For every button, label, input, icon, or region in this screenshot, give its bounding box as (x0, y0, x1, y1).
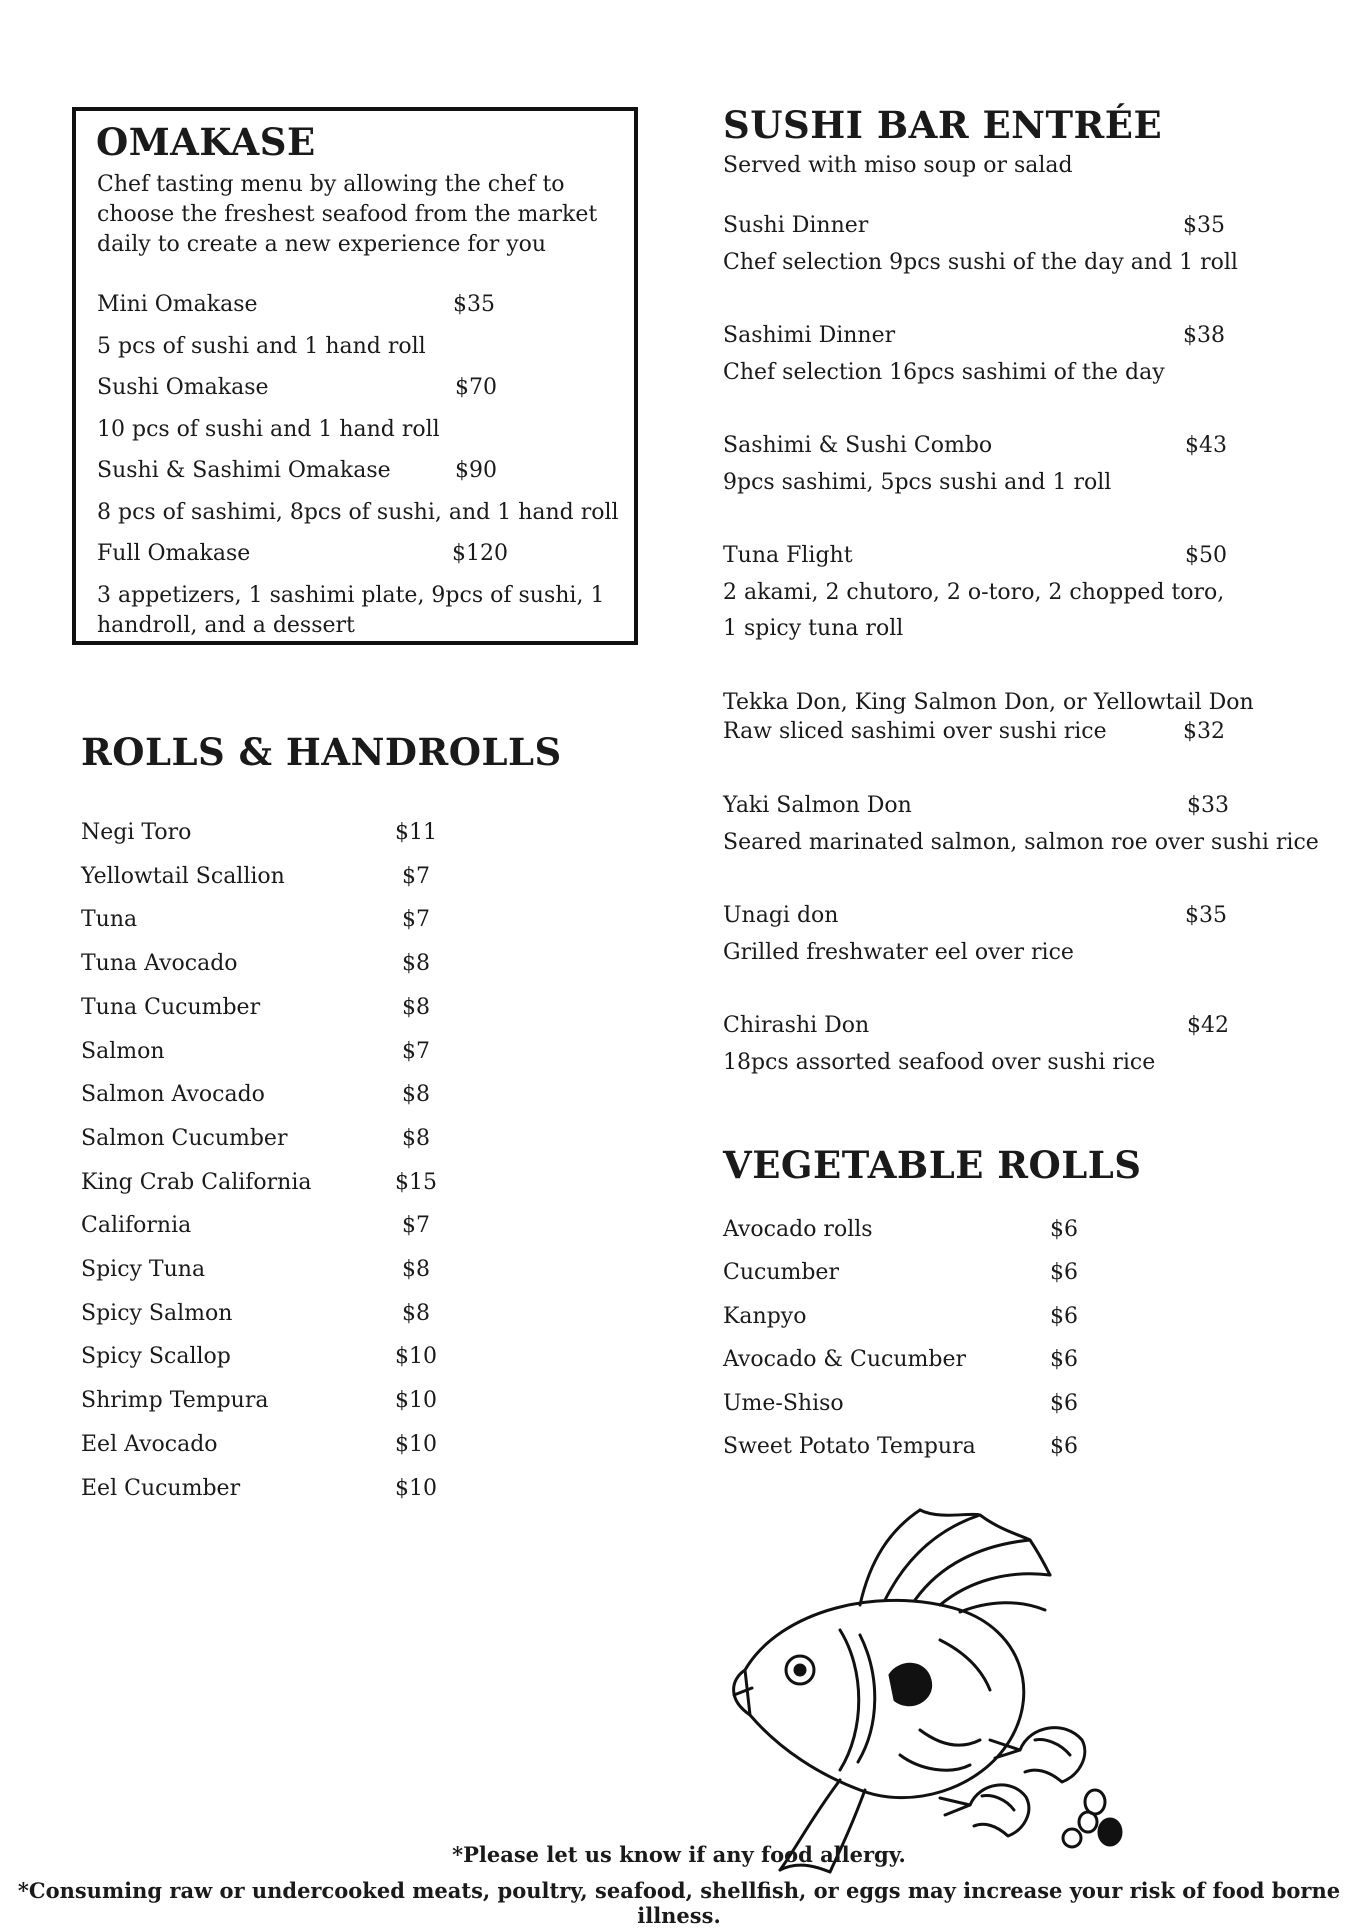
vegetable-item-name: Kanpyo (723, 1304, 807, 1329)
entree-item-name: Sashimi Dinner (723, 323, 896, 348)
roll-item-name: Eel Avocado (81, 1432, 218, 1457)
vegetable-item-name: Avocado & Cucumber (723, 1347, 966, 1372)
entree-item-desc: Raw sliced sashimi over sushi rice (723, 719, 1107, 744)
entree-item-name: Unagi don (723, 903, 839, 928)
roll-item-price: $8 (402, 951, 430, 976)
omakase-item-price: $70 (455, 375, 497, 400)
entree-item-name: Chirashi Don (723, 1013, 870, 1038)
omakase-item-price: $90 (455, 458, 497, 483)
roll-item-name: Eel Cucumber (81, 1476, 241, 1501)
omakase-item-name: Mini Omakase (97, 292, 258, 317)
entree-item-price: $33 (1187, 793, 1229, 818)
omakase-item-name: Sushi & Sashimi Omakase (97, 458, 391, 483)
entree-item-desc: Seared marinated salmon, salmon roe over sushi rice (723, 830, 1319, 855)
vegetable-item-name: Sweet Potato Tempura (723, 1434, 976, 1459)
vegetable-item-name: Avocado rolls (723, 1217, 873, 1242)
vegetable-item-price: $6 (1050, 1260, 1078, 1285)
roll-item-price: $8 (402, 1082, 430, 1107)
vegetable-item-price: $6 (1050, 1304, 1078, 1329)
entree-title: SUSHI BAR ENTRÉE (723, 103, 1163, 147)
roll-item-name: Salmon Cucumber (81, 1126, 288, 1151)
roll-item-price: $8 (402, 1301, 430, 1326)
roll-item-name: Tuna Cucumber (81, 995, 261, 1020)
entree-item-desc: 2 akami, 2 chutoro, 2 o-toro, 2 chopped toro, (723, 580, 1225, 605)
omakase-item-desc: 10 pcs of sushi and 1 hand roll (97, 417, 440, 442)
roll-item-name: Spicy Tuna (81, 1257, 206, 1282)
entree-item-desc: Chef selection 9pcs sushi of the day and 1 roll (723, 250, 1238, 275)
omakase-item-price: $120 (452, 541, 508, 566)
entree-item-name: Tekka Don, King Salmon Don, or Yellowtail Don (723, 690, 1254, 715)
roll-item-name: Spicy Salmon (81, 1301, 233, 1326)
roll-item-price: $10 (395, 1476, 437, 1501)
omakase-item-price: $35 (453, 292, 495, 317)
roll-item-price: $8 (402, 1126, 430, 1151)
vegetable-title: VEGETABLE ROLLS (723, 1143, 1142, 1187)
omakase-item-desc: 8 pcs of sashimi, 8pcs of sushi, and 1 hand roll (97, 500, 619, 525)
roll-item-name: Negi Toro (81, 820, 192, 845)
vegetable-item-price: $6 (1050, 1347, 1078, 1372)
entree-item-name: Tuna Flight (723, 543, 853, 568)
roll-item-name: Yellowtail Scallion (81, 864, 285, 889)
roll-item-price: $8 (402, 995, 430, 1020)
entree-item-price: $35 (1185, 903, 1227, 928)
omakase-intro: Chef tasting menu by allowing the chef to choose the freshest seafood from the market daily to create a new experience for you (97, 172, 598, 257)
roll-item-price: $7 (402, 1039, 430, 1064)
entree-item-desc: 18pcs assorted seafood over sushi rice (723, 1050, 1156, 1075)
omakase-item-name: Full Omakase (97, 541, 251, 566)
entree-item-price: $38 (1183, 323, 1225, 348)
entree-item-desc: Chef selection 16pcs sashimi of the day (723, 360, 1165, 385)
roll-item-price: $7 (402, 864, 430, 889)
vegetable-item-name: Ume-Shiso (723, 1391, 844, 1416)
roll-item-price: $7 (402, 1213, 430, 1238)
omakase-item-desc: 5 pcs of sushi and 1 hand roll (97, 334, 426, 359)
roll-item-name: King Crab California (81, 1170, 312, 1195)
entree-item-price: $32 (1183, 719, 1225, 744)
roll-item-price: $7 (402, 907, 430, 932)
entree-item-price: $42 (1187, 1013, 1229, 1038)
roll-item-price: $10 (395, 1388, 437, 1413)
vegetable-item-price: $6 (1050, 1217, 1078, 1242)
omakase-title: OMAKASE (96, 120, 316, 164)
food-safety-warning: *Consuming raw or undercooked meats, poultry, seafood, shellfish, or eggs may increase your risk of food borne illness. (17, 1878, 1341, 1928)
entree-item-desc: 9pcs sashimi, 5pcs sushi and 1 roll (723, 470, 1112, 495)
vegetable-item-price: $6 (1050, 1434, 1078, 1459)
fish-and-shrimp-icon (690, 1500, 1210, 1880)
rolls-title: ROLLS & HANDROLLS (81, 730, 562, 774)
entree-item-name: Sashimi & Sushi Combo (723, 433, 993, 458)
entree-item-price: $43 (1185, 433, 1227, 458)
roll-item-name: Spicy Scallop (81, 1344, 231, 1369)
roll-item-price: $8 (402, 1257, 430, 1282)
entree-item-desc: Grilled freshwater eel over rice (723, 940, 1074, 965)
roll-item-price: $11 (395, 820, 437, 845)
entree-item-name: Yaki Salmon Don (723, 793, 912, 818)
omakase-item-name: Sushi Omakase (97, 375, 269, 400)
vegetable-item-name: Cucumber (723, 1260, 839, 1285)
roll-item-name: Salmon Avocado (81, 1082, 265, 1107)
roll-item-name: Salmon (81, 1039, 165, 1064)
entree-item-price: $50 (1185, 543, 1227, 568)
entree-item-desc: 1 spicy tuna roll (723, 616, 904, 641)
roll-item-name: California (81, 1213, 192, 1238)
roll-item-price: $15 (395, 1170, 437, 1195)
entree-item-price: $35 (1183, 213, 1225, 238)
entree-subtitle: Served with miso soup or salad (723, 153, 1073, 178)
omakase-item-desc: 3 appetizers, 1 sashimi plate, 9pcs of sushi, 1 handroll, and a dessert (97, 583, 605, 638)
roll-item-price: $10 (395, 1344, 437, 1369)
roll-item-name: Shrimp Tempura (81, 1388, 269, 1413)
roll-item-price: $10 (395, 1432, 437, 1457)
roll-item-name: Tuna Avocado (81, 951, 238, 976)
allergy-note: *Please let us know if any food allergy. (452, 1842, 906, 1867)
roll-item-name: Tuna (81, 907, 138, 932)
entree-item-name: Sushi Dinner (723, 213, 869, 238)
vegetable-item-price: $6 (1050, 1391, 1078, 1416)
